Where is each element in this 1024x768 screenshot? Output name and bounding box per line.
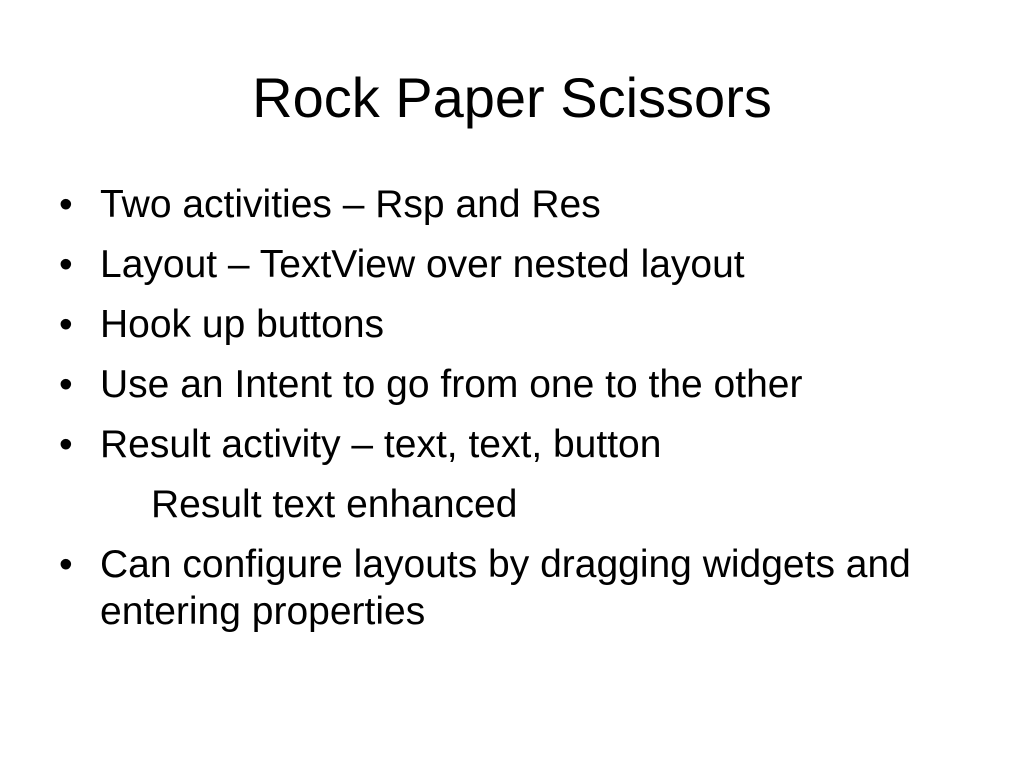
bullet-icon: • — [59, 243, 73, 286]
bullet-icon: • — [59, 543, 73, 586]
slide-title: Rock Paper Scissors — [252, 66, 772, 129]
list-item — [56, 361, 976, 408]
list-item — [56, 241, 976, 288]
list-item-text: Layout – TextView over nested layout — [100, 243, 745, 286]
list-item — [56, 541, 976, 635]
list-item-text: Use an Intent to go from one to the other — [100, 363, 803, 406]
sub-list-item — [56, 481, 976, 528]
bullet-icon: • — [59, 423, 73, 466]
list-item-text: Can configure layouts by dragging widgets and entering properties — [100, 543, 911, 633]
sub-list-item-text: Result text enhanced — [151, 483, 518, 526]
list-item-text: Result activity – text, text, button — [100, 423, 662, 466]
list-item-text: Two activities – Rsp and Res — [100, 183, 601, 226]
bullet-icon: • — [59, 363, 73, 406]
bullet-list — [56, 181, 976, 648]
bullet-icon: • — [59, 303, 73, 346]
bullet-icon: • — [59, 183, 73, 226]
list-item — [56, 421, 976, 468]
list-item-text: Hook up buttons — [100, 303, 385, 346]
list-item — [56, 181, 976, 228]
list-item — [56, 301, 976, 348]
